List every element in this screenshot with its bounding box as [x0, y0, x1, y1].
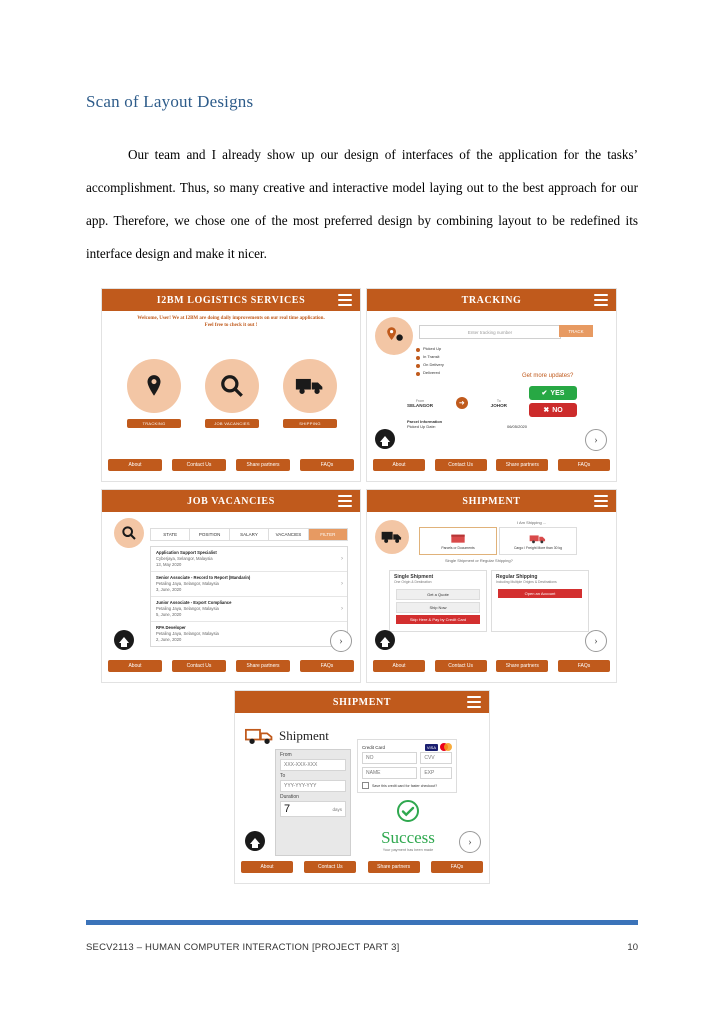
truck-icon [245, 725, 275, 747]
updates-yes-button[interactable]: ✔ YES [529, 386, 577, 400]
nav-contact[interactable]: Contact Us [304, 861, 356, 873]
success-block [363, 799, 453, 852]
screen-job-vacancies [101, 489, 361, 683]
shipment-form-footer-nav [235, 861, 489, 873]
home-title: I2BM LOGISTICS SERVICES [156, 294, 306, 306]
shipping-section-title: I Am Shipping ... [517, 520, 547, 525]
tracking-route [407, 397, 507, 409]
tracking-pin-icon [375, 317, 413, 355]
card-exp-input[interactable]: EXP [420, 767, 452, 779]
job-location: Petaling Jaya, Selangor, Malaysia [156, 581, 219, 586]
nav-contact[interactable]: Contact Us [435, 660, 487, 672]
regular-shipping-subtext: Including Multiple Origins & Destinations [496, 580, 557, 584]
open-account-button[interactable]: Open an Account [498, 589, 582, 598]
page-title: Scan of Layout Designs [86, 92, 254, 111]
credit-card-label: Credit Card [362, 744, 386, 750]
home-tile-jobs[interactable] [205, 359, 259, 428]
nav-about[interactable]: About [108, 660, 162, 672]
nav-contact[interactable]: Contact Us [172, 459, 226, 471]
chevron-right-icon: › [341, 556, 343, 562]
home-tile-label: JOB VACANCIES [205, 419, 259, 428]
ship-now-button[interactable]: Ship Now [396, 602, 480, 613]
card-number-input[interactable]: NO [362, 752, 417, 764]
job-date: 5, June, 2020 [156, 612, 182, 617]
nav-contact[interactable]: Contact Us [172, 660, 226, 672]
user-icon[interactable] [242, 694, 256, 709]
visa-icon: VISA [426, 744, 436, 750]
next-button[interactable]: › [459, 831, 481, 853]
filter-position[interactable]: POSITION [190, 529, 229, 540]
jobs-header [102, 490, 360, 512]
body-paragraph: Our team and I already show up our design of interfaces of the application for the tasks’ accomplishment. Thus, so many creative and interactive model laying out to the best approach for our app. Therefore, we chose one of the most preferred design by combining layout to be redefined its interface design and make it nicer. [86, 147, 638, 261]
from-input[interactable]: XXX-XXX-XXX [280, 759, 346, 771]
menu-icon[interactable] [338, 294, 352, 309]
truck-icon [283, 359, 337, 413]
menu-icon[interactable] [338, 495, 352, 510]
status-item: Picked Up [415, 345, 485, 353]
shipment-form-title: SHIPMENT [332, 696, 392, 708]
filter-salary[interactable]: SALARY [230, 529, 269, 540]
list-item[interactable] [151, 597, 347, 622]
jobs-title: JOB VACANCIES [187, 495, 275, 507]
duration-label: Duration [280, 794, 299, 800]
route-from-value: SELANGOR [407, 402, 434, 408]
jobs-list [150, 546, 348, 647]
ship-option-parcels-label: Parcels or Documents [441, 546, 475, 550]
to-input[interactable]: YYY-YYY-YYY [280, 780, 346, 792]
nav-faqs[interactable]: FAQs [431, 861, 483, 873]
regular-shipping-card [491, 570, 589, 632]
save-card-label: Save this credit card for faster checkout? [372, 783, 438, 788]
updates-question: Get more updates? [522, 373, 574, 379]
get-a-quote-button[interactable]: Get a Quote [396, 589, 480, 600]
single-shipment-card [389, 570, 487, 632]
home-tile-label: TRACKING [127, 419, 181, 428]
home-button[interactable] [375, 630, 395, 650]
job-location: Petaling Jaya, Selangor, Malaysia [156, 606, 219, 611]
menu-icon[interactable] [594, 495, 608, 510]
track-button[interactable]: TRACK [559, 325, 593, 337]
nav-faqs[interactable]: FAQs [558, 660, 610, 672]
job-title: Senior Associate - Record to Report (Mandarin) [156, 575, 251, 580]
status-item: In Transit [415, 353, 485, 361]
magnifier-glyph [121, 525, 137, 541]
job-title: RPA Developer [156, 625, 186, 630]
nav-partners[interactable]: Share partners [496, 459, 548, 471]
credit-card-form [357, 739, 457, 793]
ship-option-cargo[interactable] [499, 527, 577, 555]
nav-about[interactable]: About [373, 459, 425, 471]
tracking-header [367, 289, 616, 311]
nav-about[interactable]: About [373, 660, 425, 672]
list-item[interactable] [151, 572, 347, 597]
shipment-truck-icon [375, 520, 409, 554]
list-item[interactable] [151, 622, 347, 646]
shipment-options-header [367, 490, 616, 512]
screen-shipment-options [366, 489, 617, 683]
compare-note: Single Shipment or Regular Shipping? [445, 558, 513, 563]
magnifier-glyph [219, 373, 245, 399]
filter-vacancies[interactable]: VACANCIES [269, 529, 308, 540]
job-title: Junior Associate - Export Compliance [156, 600, 232, 605]
route-from-label: From [415, 398, 425, 403]
picked-up-label: Picked Up Date: [407, 424, 436, 429]
nav-about[interactable]: About [241, 861, 293, 873]
shipment-panel-title: Shipment [279, 728, 329, 743]
footer-divider [86, 920, 638, 925]
ship-option-cargo-label: Cargo / Freight More than 30 kg [513, 546, 563, 550]
jobs-search-icon[interactable] [114, 518, 144, 548]
shipment-panel-heading [245, 725, 329, 747]
updates-yes-label: YES [550, 389, 565, 397]
save-card-checkbox[interactable] [362, 782, 369, 789]
user-icon[interactable] [374, 292, 388, 307]
jobs-filter-bar[interactable] [150, 528, 348, 541]
nav-partners[interactable]: Share partners [496, 660, 548, 672]
footer-page-number: 10 [627, 942, 638, 953]
job-date: 2, June, 2020 [156, 637, 182, 642]
menu-icon[interactable] [467, 696, 481, 711]
screen-home [101, 288, 361, 482]
user-icon[interactable] [109, 292, 123, 307]
card-cvv-input[interactable]: CVV [420, 752, 452, 764]
user-icon[interactable] [109, 493, 123, 508]
route-arrow-icon: ➜ [456, 397, 468, 409]
chevron-right-icon: › [341, 606, 343, 612]
pay-credit-card-button[interactable]: Skip Here & Pay by Credit Card [396, 615, 480, 624]
screen-shipment-form [234, 690, 490, 884]
home-header [102, 289, 360, 311]
nav-about[interactable]: About [108, 459, 162, 471]
route-to-value: JOHOR [490, 402, 507, 408]
next-button[interactable]: › [585, 630, 607, 652]
home-tile-label: SHIPPING [283, 419, 337, 428]
single-shipment-subtext: One Origin & Destination [394, 580, 432, 584]
card-name-input[interactable]: NAME [362, 767, 417, 779]
duration-value: 7 [284, 803, 291, 815]
from-label: From [280, 752, 292, 758]
picked-up-date: 06/05/2020 [506, 424, 527, 429]
to-label: To [280, 773, 286, 779]
nav-partners[interactable]: Share partners [236, 660, 290, 672]
tracking-number-input[interactable]: Enter tracking number [419, 325, 561, 339]
duration-stepper[interactable] [280, 801, 346, 817]
magnifier-icon [205, 359, 259, 413]
mastercard-icon [440, 743, 452, 751]
list-item[interactable] [151, 547, 347, 572]
truck-glyph [295, 375, 325, 397]
nav-faqs[interactable]: FAQs [300, 660, 354, 672]
nav-faqs[interactable]: FAQs [558, 459, 610, 471]
next-button[interactable]: › [330, 630, 352, 652]
parcel-info [407, 419, 527, 429]
map-pin-glyph [141, 373, 167, 399]
home-button[interactable] [375, 429, 395, 449]
footer-course-label: SECV2113 – HUMAN COMPUTER INTERACTION [PROJECT PART 3] [86, 942, 400, 953]
map-pin-icon [127, 359, 181, 413]
filter-apply[interactable]: FILTER [309, 529, 347, 540]
success-title: Success [381, 828, 435, 847]
user-icon[interactable] [374, 493, 388, 508]
status-item: On Delivery [415, 361, 485, 369]
job-date: 13, May 2020 [156, 562, 182, 567]
job-location: Cyberjaya, Selangor, Malaysia [156, 556, 213, 561]
home-button[interactable] [245, 831, 265, 851]
shipment-detail-form [275, 749, 351, 856]
regular-shipping-heading: Regular Shipping [496, 574, 538, 580]
success-subtitle: Your payment has been made [382, 848, 434, 852]
tracking-footer-nav [367, 459, 616, 471]
nav-partners[interactable]: Share partners [368, 861, 420, 873]
tracking-status-list [415, 345, 485, 377]
welcome-line-1: Welcome, User! We at I2BM are doing daily improvements on our real time application. [137, 316, 325, 321]
status-item: Delivered [415, 369, 485, 377]
parcel-icon [450, 532, 466, 544]
job-title: Application Support Specialist [156, 550, 217, 555]
next-button[interactable]: › [585, 429, 607, 451]
filter-state[interactable]: STATE [151, 529, 190, 540]
parcel-info-title: Parcel Information [407, 419, 443, 424]
single-shipment-heading: Single Shipment [394, 574, 434, 580]
home-button[interactable] [114, 630, 134, 650]
welcome-line-2: Feel free to check it out ! [204, 323, 258, 328]
success-check-icon [396, 799, 420, 823]
truck-glyph [381, 529, 403, 545]
updates-no-button[interactable]: ✖ NO [529, 403, 577, 417]
updates-no-label: NO [552, 406, 563, 414]
job-location: Petaling Jaya, Selangor, Malaysia [156, 631, 219, 636]
chevron-right-icon: › [341, 581, 343, 587]
shipment-options-title: SHIPMENT [462, 495, 521, 507]
shipment-options-footer-nav [367, 660, 616, 672]
nav-contact[interactable]: Contact Us [435, 459, 487, 471]
ship-option-parcels[interactable] [419, 527, 497, 555]
menu-icon[interactable] [594, 294, 608, 309]
job-date: 3, June, 2020 [156, 587, 182, 592]
tracking-pin-glyph [382, 326, 406, 346]
home-footer-nav [102, 459, 360, 471]
route-to-label: To [496, 398, 501, 403]
home-tile-shipping[interactable] [283, 359, 337, 428]
screen-tracking [366, 288, 617, 482]
cargo-icon [529, 532, 547, 544]
shipment-form-header [235, 691, 489, 713]
home-tile-tracking[interactable] [127, 359, 181, 428]
nav-faqs[interactable]: FAQs [300, 459, 354, 471]
tracking-title: TRACKING [461, 294, 522, 306]
nav-partners[interactable]: Share partners [236, 459, 290, 471]
jobs-footer-nav [102, 660, 360, 672]
duration-unit: days [332, 806, 342, 812]
